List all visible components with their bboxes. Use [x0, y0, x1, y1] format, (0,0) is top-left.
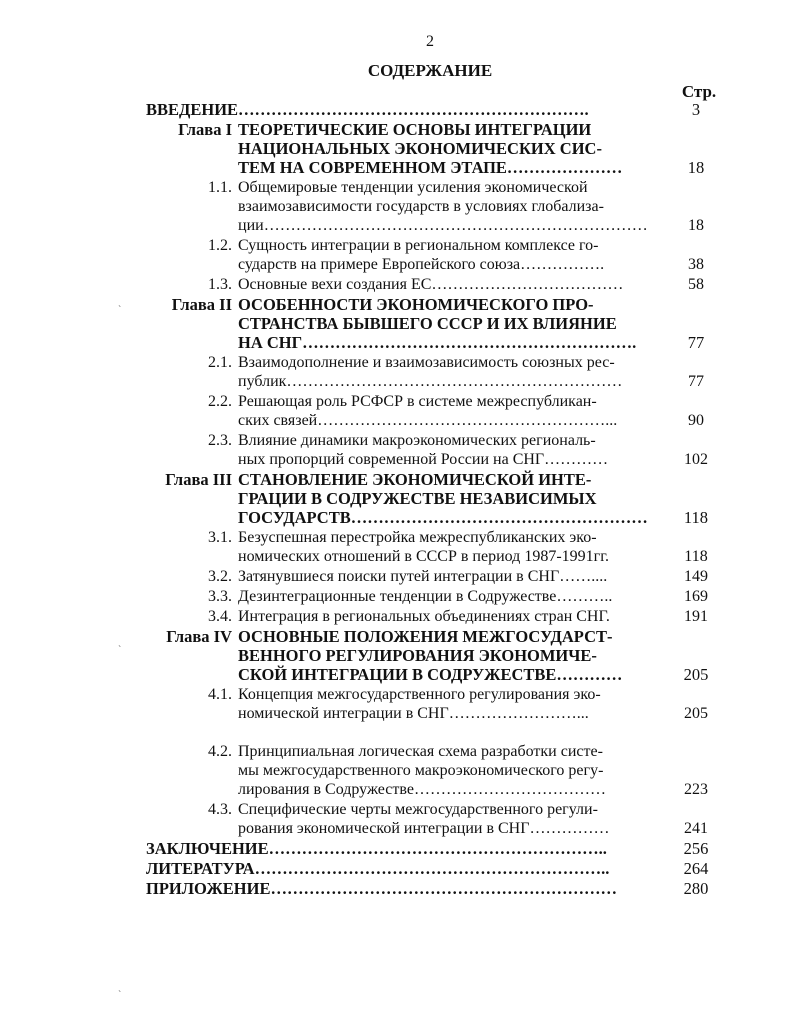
- toc-entry-line: ЗАКЛЮЧЕНИЕ……………………………………………………..: [146, 839, 607, 858]
- toc-page-number: 205: [683, 665, 709, 684]
- toc-entry-line: ЛИТЕРАТУРА………………………………………………………..: [146, 859, 610, 878]
- page-column-header: Стр.: [681, 82, 717, 101]
- toc-entry-title: [238, 587, 658, 606]
- toc-entry-title: [238, 392, 658, 430]
- toc-entry-line: взаимозависимости государств в условиях глобализа-: [238, 198, 604, 215]
- toc-entry-label: Глава IV: [166, 627, 232, 646]
- toc-page-number: 3: [691, 100, 701, 119]
- toc-page-number: 118: [684, 548, 708, 565]
- toc-entry-title: [146, 839, 658, 858]
- toc-chapter: [146, 627, 724, 684]
- toc-entry-line: номической интеграции в СНГ……………………...: [238, 705, 589, 722]
- toc-entry-title: [146, 859, 658, 878]
- toc-entry-line: номических отношений в СССР в период 1987-1991гг.: [238, 548, 609, 565]
- toc-entry-label: 1.1.: [208, 179, 232, 196]
- toc-page-number: 169: [684, 588, 708, 605]
- toc-section: [146, 567, 724, 586]
- scan-mark: `: [118, 305, 122, 316]
- toc-entry-title: [238, 567, 658, 586]
- toc-chapter: [146, 120, 724, 177]
- toc-entry-title: [238, 607, 658, 626]
- toc-section: [146, 742, 724, 799]
- toc-entry-label: 2.1.: [208, 354, 232, 371]
- toc-entry-line: Затянувшиеся поиски путей интеграции в СНГ……....: [238, 568, 608, 585]
- toc-entry-line: ВВЕДЕНИЕ……………………………………………………….: [146, 100, 589, 119]
- toc-page-number: 223: [684, 781, 708, 798]
- toc-entry-line: ТЕМ НА СОВРЕМЕННОМ ЭТАПЕ…………………: [238, 158, 623, 177]
- toc-entry-line: Влияние динамики макроэкономических региональ-: [238, 432, 596, 449]
- toc-entry-line: ГОСУДАРСТВ………………………………………………: [238, 508, 648, 527]
- page-number: 2: [426, 33, 434, 50]
- toc-entry-title: [238, 528, 658, 566]
- toc-entry-line: Концепция межгосударственного регулирования эко-: [238, 686, 601, 703]
- toc-entry-line: Интеграция в региональных объединениях стран СНГ.: [238, 608, 610, 625]
- toc-page-number: 77: [688, 373, 704, 390]
- toc-section: [146, 528, 724, 566]
- page-title: СОДЕРЖАНИЕ: [367, 61, 493, 80]
- toc-entry-line: рования экономической интеграции в СНГ……………: [238, 820, 610, 837]
- toc-entry-line: лирования в Содружестве………………………………: [238, 781, 606, 798]
- toc-entry-line: Специфические черты межгосударственного регули-: [238, 801, 598, 818]
- toc-entry-title: [238, 178, 658, 235]
- toc-entry-label: 1.2.: [208, 237, 232, 254]
- toc-page-number: 38: [688, 256, 704, 273]
- toc-page-number: 102: [684, 451, 708, 468]
- toc-top-entry: [146, 100, 724, 119]
- toc-entry-title: [238, 627, 658, 684]
- toc-entry-line: НА СНГ…………………………………………………….: [238, 333, 637, 352]
- toc-entry-title: [238, 685, 658, 723]
- toc-entry-line: публик………………………………………………………: [238, 373, 623, 390]
- toc-section: [146, 685, 724, 723]
- toc-page-number: 118: [683, 508, 709, 527]
- toc-section: [146, 587, 724, 606]
- toc-entry-label: 3.3.: [208, 588, 232, 605]
- scan-mark: `: [118, 990, 122, 1001]
- toc-entry-line: сударств на примере Европейского союза…………….: [238, 256, 605, 273]
- toc-page-number: 264: [683, 859, 709, 878]
- toc-entry-title: [238, 431, 658, 469]
- toc-entry-line: СТРАНСТВА БЫВШЕГО СССР И ИХ ВЛИЯНИЕ: [238, 314, 617, 333]
- toc-page-number: 90: [688, 412, 704, 429]
- toc-entry-title: [238, 742, 658, 799]
- toc-entry-line: ПРИЛОЖЕНИЕ………………………………………………………: [146, 879, 617, 898]
- toc-entry-line: НАЦИОНАЛЬНЫХ ЭКОНОМИЧЕСКИХ СИС-: [238, 139, 602, 158]
- toc-page-number: 149: [684, 568, 708, 585]
- toc-entry-label: 3.2.: [208, 568, 232, 585]
- toc-page-number: 280: [683, 879, 709, 898]
- toc-entry-line: Сущность интеграции в региональном комплексе го-: [238, 237, 599, 254]
- toc-section: [146, 178, 724, 235]
- toc-entry-title: [238, 353, 658, 391]
- table-of-contents: [146, 99, 724, 898]
- toc-entry-title: [146, 100, 658, 119]
- toc-section: [146, 275, 724, 294]
- toc-entry-label: 2.3.: [208, 432, 232, 449]
- toc-entry-line: ции………………………………………………………………: [238, 217, 648, 234]
- toc-entry-line: Решающая роль РСФСР в системе межреспубликан-: [238, 393, 597, 410]
- toc-entry-title: [238, 120, 658, 177]
- toc-entry-line: ОСНОВНЫЕ ПОЛОЖЕНИЯ МЕЖГОСУДАРСТ-: [238, 627, 613, 646]
- toc-entry-label: 3.1.: [208, 529, 232, 546]
- toc-chapter: [146, 470, 724, 527]
- toc-entry-label: 4.2.: [208, 743, 232, 760]
- toc-section: [146, 800, 724, 838]
- toc-entry-line: Принципиальная логическая схема разработки систе-: [238, 743, 603, 760]
- toc-page-number: 18: [688, 217, 704, 234]
- toc-top-entry: [146, 839, 724, 858]
- toc-entry-line: Общемировые тенденции усиления экономической: [238, 179, 588, 196]
- toc-top-entry: [146, 859, 724, 878]
- toc-section: [146, 607, 724, 626]
- toc-page-number: 205: [684, 705, 708, 722]
- toc-entry-line: Безуспешная перестройка межреспубликанских эко-: [238, 529, 597, 546]
- toc-entry-title: [238, 800, 658, 838]
- toc-entry-line: СКОЙ ИНТЕГРАЦИИ В СОДРУЖЕСТВЕ…………: [238, 665, 623, 684]
- toc-gap: [146, 723, 724, 741]
- toc-entry-line: ных пропорций современной России на СНГ…………: [238, 451, 609, 468]
- toc-chapter: [146, 295, 724, 352]
- toc-entry-label: Глава III: [165, 470, 232, 489]
- toc-entry-label: 3.4.: [208, 608, 232, 625]
- scan-mark: `: [118, 645, 122, 656]
- toc-entry-label: 2.2.: [208, 393, 232, 410]
- toc-entry-label: Глава I: [178, 120, 232, 139]
- toc-section: [146, 353, 724, 391]
- toc-page-number: 241: [684, 820, 708, 837]
- toc-section: [146, 236, 724, 274]
- toc-entry-title: [146, 879, 658, 898]
- toc-page-number: 58: [688, 276, 704, 293]
- toc-page-number: 18: [687, 158, 705, 177]
- toc-entry-line: СТАНОВЛЕНИЕ ЭКОНОМИЧЕСКОЙ ИНТЕ-: [238, 470, 592, 489]
- toc-entry-label: 4.3.: [208, 801, 232, 818]
- toc-entry-title: [238, 295, 658, 352]
- toc-entry-label: Глава II: [171, 295, 232, 314]
- toc-page-number: 256: [683, 839, 709, 858]
- toc-entry-title: [238, 275, 658, 294]
- toc-entry-line: ТЕОРЕТИЧЕСКИЕ ОСНОВЫ ИНТЕГРАЦИИ: [238, 120, 592, 139]
- toc-section: [146, 392, 724, 430]
- toc-entry-label: 1.3.: [208, 276, 232, 293]
- toc-entry-line: ОСОБЕННОСТИ ЭКОНОМИЧЕСКОГО ПРО-: [238, 295, 594, 314]
- toc-top-entry: [146, 879, 724, 898]
- toc-entry-title: [238, 236, 658, 274]
- toc-page-number: 77: [687, 333, 705, 352]
- toc-entry-line: Взаимодополнение и взаимозависимость союзных рес-: [238, 354, 615, 371]
- toc-entry-line: Основные вехи создания ЕС………………………………: [238, 276, 624, 293]
- toc-entry-line: ВЕННОГО РЕГУЛИРОВАНИЯ ЭКОНОМИЧЕ-: [238, 646, 597, 665]
- toc-entry-line: Дезинтеграционные тенденции в Содружестве………..: [238, 588, 613, 605]
- toc-page-number: 191: [684, 608, 708, 625]
- toc-entry-title: [238, 470, 658, 527]
- toc-entry-label: 4.1.: [208, 686, 232, 703]
- toc-section: [146, 431, 724, 469]
- toc-entry-line: ских связей………………………………………………...: [238, 412, 618, 429]
- toc-entry-line: мы межгосударственного макроэкономического регу-: [238, 762, 604, 779]
- toc-entry-line: ГРАЦИИ В СОДРУЖЕСТВЕ НЕЗАВИСИМЫХ: [238, 489, 597, 508]
